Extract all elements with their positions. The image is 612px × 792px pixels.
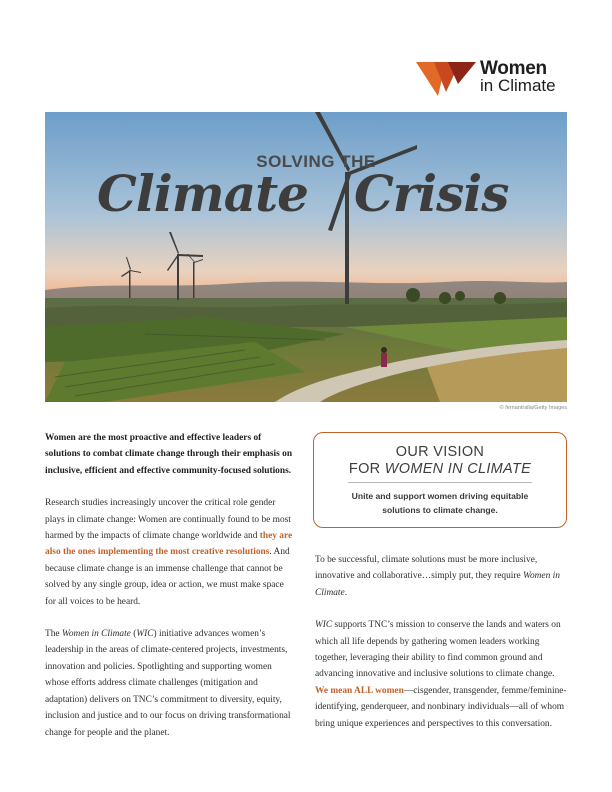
women-in-climate-logo (416, 60, 572, 100)
hero-subtitle: SOLVING THE (256, 152, 376, 171)
logo-text (480, 60, 556, 94)
logo-line-2: in Climate (480, 76, 556, 95)
vision-divider (348, 482, 532, 483)
body-paragraph-mission: WIC supports TNC’s mission to conserve the lands and waters on which all life depends by gathering women leaders working together, leveraging their ability to find common ground and advancing innovative and inclusive solutions to climate change. We mean ALL women—cisgender, transgender, femme/feminine-identifying, genderqueer, and nonbinary individuals—all of whom bring unique experiences and perspectives to this conversation. (315, 620, 567, 729)
body-paragraph-initiative: The Women in Climate (WIC) initiative advances women’s leadership in the areas of climate-centered projects, investments, innovation and policies. Spotlighting and supporting women whose efforts address climate challenges (mitigation and adaptation) delivers on TNC’s commitment to diversity, equity, inclusion and justice and to our focus on driving transformational change for people and the planet. (45, 629, 291, 738)
highlight-text: they are also the ones implementing the most creative resolutions (45, 531, 293, 558)
photo-credit: © fernantralla/Getty Images (499, 405, 567, 411)
logo-mark-icon (416, 62, 478, 96)
lead-paragraph: Women are the most proactive and effective leaders of solutions to combat climate change through their emphasis on inclusive, efficient and effective community-focused solutions. (45, 433, 293, 476)
vision-subheading: FOR WOMEN IN CLIMATE (348, 461, 532, 477)
hero-title-word-1: Climate (97, 164, 308, 223)
vision-statement: Unite and support women driving equitable solutions to climate change. (351, 491, 529, 515)
body-paragraph-success: To be successful, climate solutions must be more inclusive, innovative and collaborative…simply put, they require Women in Climate. (315, 555, 560, 598)
hero-image (45, 112, 567, 402)
highlight-all-women: We mean ALL women (315, 685, 404, 696)
body-paragraph-research: Research studies increasingly uncover the critical role gender plays in climate change: Women are continually found to be most harmed by the impacts of climate change worldwide and they are also the ones implementing the most creative resolutions. And because climate change is an immense challenge that cannot be solved by any single group, idea or action, we must make space for all voices to be heard. (45, 498, 293, 607)
vision-heading: OUR VISION (395, 444, 485, 460)
right-column (315, 552, 567, 748)
vision-box (313, 432, 567, 528)
hero-title (97, 164, 508, 223)
hero-title-word-2: Crisis (354, 164, 509, 223)
left-column (45, 430, 295, 757)
logo-line-1: Women (480, 58, 547, 79)
